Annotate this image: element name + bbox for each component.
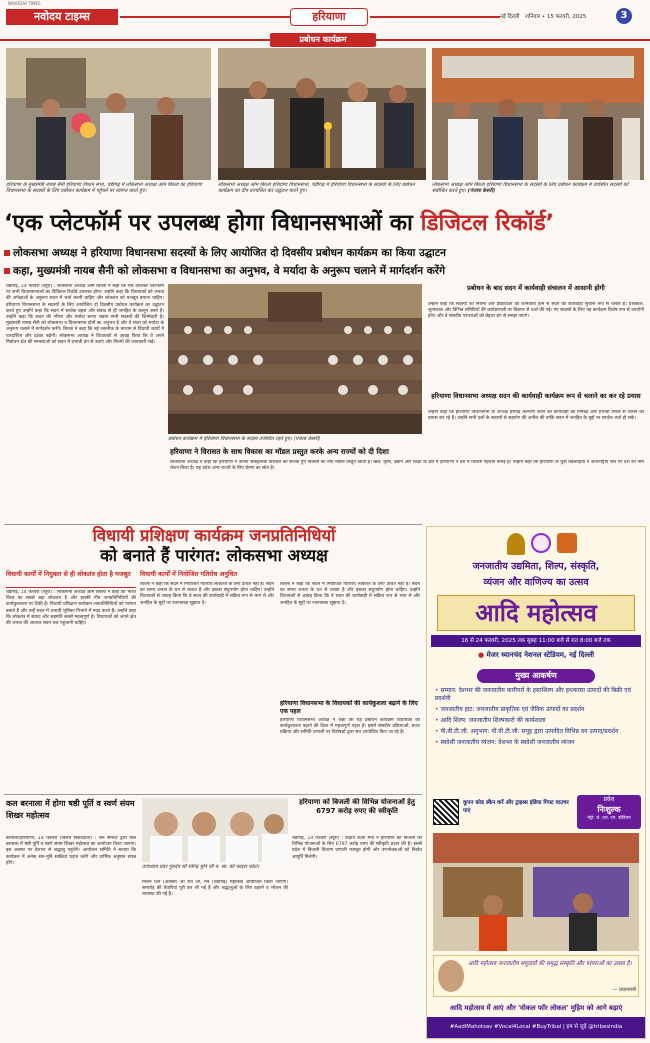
ad-top-line <box>427 559 645 593</box>
second-headline-line2: को बनाते हैं पारंगत: लोकसभा अध्यक्ष <box>100 546 328 565</box>
section-name: हरियाणा <box>290 8 368 26</box>
ad-emblem-row <box>433 531 641 557</box>
left-bottom-headline: कल बरनाला में होगा षष्ठी पूर्ति व स्वर्ण संयम शिखर महोत्सव <box>6 799 135 820</box>
ad-attraction-text: पी.वी.टी.जी. अनुभाग: पी.वी.टी.जी. समूह द्वारा उत्पादित विभिन्न वन उत्पाद/प्रदर्शन <box>440 728 619 735</box>
right-bottom-headline: हरियाणा को बिजली की विभिन्न योजनाओं हेतु 6797 करोड़ रुपए की स्वीकृति <box>299 798 415 815</box>
emblem-icon <box>507 533 525 555</box>
ad-quote-text: आदि महोत्सव जनजातीय समुदायों की समृद्ध संस्कृति और परंपराओं का उत्सव है। <box>468 961 632 967</box>
second-sub-mid: विधायी कार्यों में नियोजित गतिरोध अनुचित <box>140 571 238 578</box>
ad-qr-section <box>433 797 573 827</box>
ad-quote-by: — प्रधानमंत्री <box>612 987 636 993</box>
second-body-mid2: हरियाणा विधानसभा अध्यक्ष ने कहा कि यह प्रबोधन कार्यक्रम विधायकों की कार्यकुशलता बढ़ाने की दिशा में महत्वपूर्ण पहल है। इसमें संसदीय प्रक्रियाओं, बजट प्रक्रिया और समिति प्रणाली पर विशेषज्ञों द्वारा सत्र आयोजित किए जा रहे हैं। <box>280 718 420 736</box>
ad-attraction-text: स्वदेशी जनजातीय व्यंजन: देशभर के स्वदेशी जनजातीय व्यंजन <box>440 739 575 746</box>
bullet-icon: • <box>435 739 439 746</box>
ad-top-line-1: जनजातीय उद्यमिता, शिल्प, संस्कृति, <box>472 561 600 572</box>
bullet-icon <box>4 268 10 274</box>
dateline <box>500 12 586 20</box>
band-body: लोकसभा अध्यक्ष ने कहा कि हरियाणा ने अपनी सांस्कृतिक विरासत को संजोते हुए विकास का नया मॉडल प्रस्तुत किया है। खेल, कृषि, उद्योग और शिक्षा के क्षेत्र में हरियाणा ने देश में विशिष्ट पहचान बनाई है। उन्होंने कहा कि हरियाणा के युवा खिलाड़ियों ने अंतरराष्ट्रीय स्तर पर देश का नाम रोशन किया है। यह प्रदेश अन्य राज्यों के लिए प्रेरणा का स्रोत है। <box>170 460 644 472</box>
ad-entry-value: निःशुल्क <box>597 805 621 814</box>
second-sub-mid2: हरियाणा विधानसभा के विधायकों की कार्यकुशला बढ़ाने के लिए एक पहल <box>280 700 418 715</box>
ad-attraction-text: सम्मान: देशभर की जनजातीय कारीगरों के हस्तशिल्प और हथकरघा उत्पादों की बिक्री एवं प्रदर्शनी <box>435 687 631 702</box>
mid-bottom-body: मिलन दिन (अवसर) श्री रवि जी, मेन (चंडीगढ़) महोत्सव आयोजित किया जाएगा। समारोह की तैयारियां पूरी कर ली गई हैं और श्रद्धालुओं के लिए ठहरने व भोजन की व्यवस्था की गई है। <box>142 880 288 898</box>
banner-label: प्रबोधन कार्यक्रम <box>270 33 376 47</box>
photo-address-caption <box>432 182 644 202</box>
bullet-icon <box>4 250 10 256</box>
ad-quote-box <box>433 955 639 997</box>
second-body-mid: बिरला ने कहा कि सदन में नियोजित गतिरोध लोकतंत्र के लिए उचित नहीं है। सदन का समय जनता के धन से चलता है और इसका सदुपयोग होना चाहिए। उन्होंने विधायकों से आग्रह किया कि वे सदन की कार्यवाही में सक्रिय रूप से भाग लें और जनहित के मुद्दों पर रचनात्मक सुझाव दें। <box>140 582 274 606</box>
photo-assembly-caption: प्रबोधन कार्यक्रम में हरियाणा विधानसभा के सदस्य उपस्थित रहते हुए। (पंजाब केसरी) <box>168 436 321 442</box>
left-bottom-body: बरनाला/हरियाणा, 14 फरवरी (विशेष संवाददाता) : जैन समाज द्वारा कल बरनाला में षष्ठी पूर्ति व स्वर्ण संयम शिखर महोत्सव का आयोजन किया जाएगा। इस अवसर पर देशभर से श्रद्धालु पहुंचेंगे। आयोजन समिति ने बताया कि कार्यक्रम में अनेक संत-मुनि सान्निध्य प्रदान करेंगे और धार्मिक अनुष्ठान संपन्न होंगे। <box>6 836 136 866</box>
photo-lamp-caption: लोकसभा अध्यक्ष ओम बिरला हरियाणा विधानसभा, चंडीगढ़ में हरियाणा विधानसभा के सदस्यों के लिए प्रबोधन कार्यक्रम का दीप प्रज्वलित कर उद्घाटन करते हुए। <box>218 182 415 195</box>
ad-metro: मेट्रो: जे. एल. एन. स्टेडियम <box>587 816 631 821</box>
masthead-rule-right <box>370 16 500 18</box>
location-pin-icon: ● <box>477 651 485 659</box>
date: शनिवार • 15 फरवरी, 2025 <box>525 14 587 20</box>
ad-attractions-title: मुख्य आकर्षण <box>477 669 595 683</box>
side-body-1: उन्होंने कहा कि सदस्यों को नियमों और प्रक्रियाओं की जानकारी होने से सदन की कार्यवाही सुचारू रूप से चलती है। प्रश्नकाल, शून्यकाल और विभिन्न समितियों की कार्यप्रणाली पर विस्तार से चर्चा की गई। नए सदस्यों के लिए यह कार्यक्रम विशेष रूप से उपयोगी होगा और वे संसदीय परंपराओं को बेहतर ढंग से समझ पाएंगे। <box>428 302 644 320</box>
ad-attraction-item <box>435 687 639 703</box>
ad-attraction-item <box>435 706 639 714</box>
photo-address-caption-text: लोकसभा अध्यक्ष ओम बिरला हरियाणा विधानसभा के सदस्यों के लिए प्रबोधन कार्यक्रम में उपस्थित सदस्यों को संबोधित करते हुए। <box>432 182 629 195</box>
side-head-2: हरियाणा विधानसभा अध्यक्ष सदन की कार्यवाही कार्यक्रम रूप से चलाने का कर रहे प्रयास <box>431 392 641 400</box>
photo-monks-caption: उपाध्याय प्रवर गुरुदेव श्री रवीन्द्र मुनि जी म. सा. की फाइल फोटो। <box>142 864 260 870</box>
ministry-logo-icon <box>531 533 551 553</box>
ad-attraction-text: आदि शिल्प: जनजातीय शिल्पकारों की कार्यशाला <box>440 717 546 724</box>
section-banner <box>0 33 650 47</box>
ad-attractions-list <box>435 687 639 791</box>
lead-subhead-1 <box>4 245 648 261</box>
trifed-logo-icon <box>557 533 577 553</box>
second-headline-line1: विधायी प्रशिक्षण कार्यक्रम जनप्रतिनिधियों <box>92 526 336 545</box>
ad-hashtags: #AadiMahotsav #Vocal4Local #BuyTribal | हम से जुड़ें @tribesindia <box>427 1017 645 1038</box>
lead-headline <box>4 206 648 242</box>
ad-title: आदि महोत्सव <box>437 595 635 631</box>
lead-subhead-1-text: लोकसभा अध्यक्ष ने हरियाणा विधानसभा सदस्यों के लिए आयोजित दो दिवसीय प्रबोधन कार्यक्रम का किया उद्घाटन <box>13 247 446 259</box>
bullet-icon: • <box>435 706 439 713</box>
second-sub-left: विधायी कार्यों में नियुक्ता से ही लोकतंत्र होता है मजबूत <box>6 570 136 588</box>
ad-attraction-text: जनजातीय हाट: जनजातीय प्राकृतिक एवं जैविक उत्पादों का प्रदर्शन <box>440 706 585 713</box>
ad-venue-text: मेजर ध्यानचंद नेशनल स्टेडियम, नई दिल्ली <box>486 651 595 659</box>
lead-subhead-2-text: कहा, मुख्यमंत्री नायब सैनी को लोकसभा व विधानसभा का अनुभव, वे मर्यादा के अनुरूप चलाने में मार्गदर्शन करेंगे <box>13 265 445 277</box>
second-body-right-continued: बिरला ने कहा कि सदन में नियोजित गतिरोध लोकतंत्र के लिए उचित नहीं है। सदन का समय जनता के धन से चलता है और इसका सदुपयोग होना चाहिए। उन्होंने विधायकों से आग्रह किया कि वे सदन की कार्यवाही में सक्रिय रूप से भाग लें और जनहित के मुद्दों पर रचनात्मक सुझाव दें। <box>280 582 420 606</box>
photo-credit: (पंजाब केसरी) <box>467 188 496 195</box>
band-headline: हरियाणा ने विरासत के साथ विकास का मॉडल प्रस्तुत करके अन्य राज्यों को दी दिशा <box>170 447 389 456</box>
ad-footer: आदि महोत्सव में आएं और 'वोकल फॉर लोकल' मुहिम को आगे बढ़ाएं <box>449 1004 623 1012</box>
page-number-badge: 3 <box>616 8 632 24</box>
masthead <box>0 0 650 30</box>
lead-body: चंडीगढ़, 14 फरवरी (ब्यूरो) : लोकसभा अध्यक्ष ओम बिरला ने कहा कि एक उपलब्ध प्लेटफॉर्म पर सभी विधानसभाओं का डिजिटल रिकॉर्ड उपलब्ध होगा। उन्होंने कहा कि विधायकों को जनता की अपेक्षाओं के अनुरूप सदन में चर्चा करनी चाहिए और लोकतंत्र को मजबूत बनाना चाहिए। हरियाणा विधानसभा के सदस्यों के लिए आयोजित दो दिवसीय प्रबोधन कार्यक्रम का उद्घाटन करते हुए उन्होंने कहा कि सदन में सार्थक बहस और संवाद से ही जनहित के कानून बनते हैं। उन्होंने कहा कि सदन की गरिमा और मर्यादा बनाए रखना सभी सदस्यों की जिम्मेदारी है। मुख्यमंत्री नायब सैनी को लोकसभा व विधानसभा दोनों का अनुभव है और वे सदन को मर्यादा के अनुरूप चलाने में मार्गदर्शन करेंगे। बिरला ने कहा कि नई तकनीक के माध्यम से विधायी कार्यों में पारदर्शिता और दक्षता बढ़ेगी। लोकसभा अध्यक्ष ने विधायकों से आग्रह किया कि वे अपने निर्वाचन क्षेत्र की समस्याओं को सदन में प्रभावी ढंग से उठाएं और नियमों की जानकारी रखें। <box>6 284 164 345</box>
ad-entry-label: प्रवेश <box>603 796 615 803</box>
paper-small: NAVODAY TIMES <box>8 1 41 6</box>
pm-photo-icon <box>438 960 464 992</box>
ad-attraction-item <box>435 728 639 736</box>
bullet-icon: • <box>435 717 439 724</box>
ad-attraction-item <box>435 739 639 747</box>
right-bottom-body: चंडीगढ़, 14 फरवरी (ब्यूरो) : केंद्रीय ऊर्जा मंत्री ने हरियाणा को बिजली की विभिन्न योजनाओं के लिए 6797 करोड़ रुपए की स्वीकृति प्रदान की है। इससे प्रदेश में बिजली वितरण प्रणाली मजबूत होगी और उपभोक्ताओं को निर्बाध आपूर्ति मिलेगी। <box>292 836 422 860</box>
bullet-icon: • <box>435 687 439 694</box>
second-body-left: चंडीगढ़, 14 फरवरी (ब्यूरो) : लोकसभा अध्यक्ष ओम बिरला ने कहा कि भारत विश्व का सबसे बड़ा लोकतंत्र है और इसकी नींव जनप्रतिनिधियों की कार्यकुशलता पर टिकी है। विधायी प्रशिक्षण कार्यक्रम जनप्रतिनिधियों को पारंगत बनाते हैं और उन्हें सदन में प्रभावी भूमिका निभाने में मदद करते हैं। उन्होंने कहा कि लोकतंत्र में संवाद और सहमति सबसे महत्वपूर्ण है। विधायकों को अपने क्षेत्र की जनता की आवाज सदन तक पहुंचानी चाहिए। <box>6 590 136 627</box>
lead-headline-highlight: डिजिटल रिकॉर्ड’ <box>420 210 555 236</box>
photo-welcome <box>6 48 211 180</box>
photo-ad-stall <box>433 833 639 951</box>
lead-subhead-2 <box>4 263 648 279</box>
second-body-right-top <box>280 582 420 698</box>
paper-name: नवोदय टाइम्स <box>6 9 118 25</box>
photo-address <box>432 48 644 180</box>
side-body-2: उन्होंने कहा कि हरियाणा विधानसभा के अध्यक्ष हरविंद्र कल्याण सदन की कार्यवाही को निष्पक्ष और प्रभावी तरीके से चलाने का प्रयास कर रहे हैं। उन्होंने सभी दलों के सदस्यों से सहयोग की अपील की ताकि सदन में जनहित के मुद्दों पर सार्थक चर्चा हो सके। <box>428 410 644 422</box>
ad-entry-box <box>577 795 641 829</box>
ad-top-line-2: व्यंजन और वाणिज्य का उत्सव <box>483 577 589 588</box>
lead-headline-part1: ‘एक प्लेटफॉर्म पर उपलब्ध होगा विधानसभाओं का <box>4 210 413 236</box>
photo-welcome-caption: हरियाणा के मुख्यमंत्री नायब सैनी हरियाणा विधान सभा, चंडीगढ़ में लोकसभा अध्यक्ष ओम बिरला का हरियाणा विधानसभा के सदस्यों के लिए प्रबोधन कार्यक्रम में पहुंचने पर स्वागत करते हुए। <box>6 182 202 195</box>
bullet-icon: • <box>435 728 439 735</box>
second-headline <box>6 526 422 566</box>
ad-venue <box>431 649 641 661</box>
photo-monks <box>142 798 288 862</box>
photo-lamp-lighting <box>218 48 426 180</box>
ad-dates: 16 से 24 फरवरी, 2025 तक सुबह 11:00 बजे से रात 8:00 बजे तक <box>431 635 641 647</box>
qr-code-icon <box>433 799 459 825</box>
ad-qr-text: कूपन कोड स्कैन करें और ट्राइब्स इंडिया गिफ्ट वाउचर पाएं <box>463 800 569 814</box>
ad-aadi-mahotsav <box>426 526 646 1039</box>
second-divider <box>4 524 422 525</box>
location: नई दिल्ली <box>500 14 520 20</box>
photo-assembly <box>168 284 422 434</box>
bottom-divider <box>4 794 422 795</box>
masthead-rule <box>120 16 290 18</box>
side-head-1: प्रबोधन के बाद सदन में कार्यवाही संचालन में आसानी होगी <box>467 284 605 292</box>
ad-attraction-item <box>435 717 639 725</box>
